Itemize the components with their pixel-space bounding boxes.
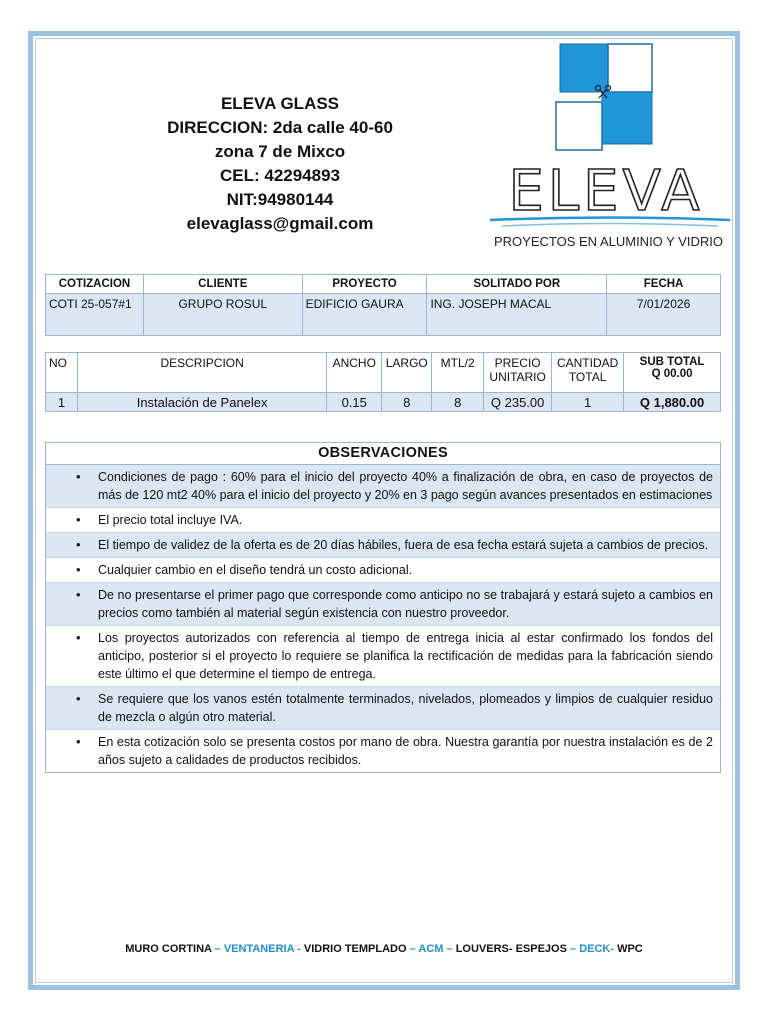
info-header-row: [46, 275, 721, 294]
items-header-row: [46, 353, 721, 393]
observacion-text: Condiciones de pago : 60% para el inicio del proyecto 40% a finalización de obra, en caso de proyectos de más de 120 mt2 40% para el inicio del proyecto y 20% en 3 pago según avances presentados en estimaciones: [98, 470, 713, 502]
company-address: DIRECCION: 2da calle 40-60: [167, 118, 393, 137]
footer-sep: –: [443, 943, 456, 955]
value-fecha: 7/01/2026: [607, 294, 721, 336]
row-descripcion: Instalación de Panelex: [77, 393, 326, 412]
col-largo: LARGO: [382, 353, 432, 393]
observacion-text: Se requiere que los vanos estén totalmente terminados, nivelados, plomeados y limpios de cualquier residuo de mezcla o algún otro material.: [98, 692, 713, 724]
bullet-icon: •: [76, 469, 81, 484]
table-row: [46, 393, 721, 412]
row-mtl2: 8: [432, 393, 484, 412]
value-solicitado-por: ING. JOSEPH MACAL: [427, 294, 607, 336]
bullet-icon: •: [76, 562, 81, 577]
eleva-logo: [490, 40, 730, 255]
logo-wordmark: ELEVA: [508, 159, 704, 224]
col-subtotal-line2: Q 00.00: [651, 368, 693, 380]
footer-sep: –: [566, 943, 580, 955]
logo-tagline: PROYECTOS EN ALUMINIO Y VIDRIO: [494, 234, 724, 249]
col-descripcion: DESCRIPCION: [77, 353, 326, 393]
col-subtotal-line1: SUB TOTAL: [639, 356, 705, 368]
company-nit: NIT:94980144: [226, 190, 334, 209]
bullet-icon: •: [76, 630, 81, 645]
observacion-text: El tiempo de validez de la oferta es de 20 días hábiles, fuera de esa fecha estará sujeta a cambios de precios.: [98, 538, 709, 552]
company-phone: CEL: 42294893: [219, 166, 341, 185]
observacion-text: Los proyectos autorizados con referencia al tiempo de entrega inicia al estar confirmado los fondos del anticipo, posterior si el proyecto lo requiere se planifica la rectificación de medidas para la fabricación siendo este último el que determine el tiempo de entrega.: [98, 631, 713, 681]
list-item: [46, 626, 720, 687]
row-subtotal: Q 1,880.00: [624, 393, 721, 412]
services-footer: [0, 943, 768, 955]
footer-deck: DECK-: [579, 943, 615, 955]
observaciones-title: OBSERVACIONES: [46, 443, 720, 465]
col-precio-unitario: [484, 353, 552, 393]
col-mtl2: MTL/2: [432, 353, 484, 393]
row-no: 1: [46, 393, 78, 412]
header-solicitado-por: SOLITADO POR: [427, 275, 607, 294]
row-largo: 8: [382, 393, 432, 412]
footer-sep: -: [294, 943, 304, 955]
observaciones-section: [45, 442, 721, 773]
company-name: ELEVA GLASS: [220, 94, 340, 113]
col-cantidad-line2: TOTAL: [568, 370, 607, 384]
observacion-text: Cualquier cambio en el diseño tendrá un costo adicional.: [98, 563, 413, 577]
value-proyecto: EDIFICIO GAURA: [302, 294, 427, 336]
observacion-text: En esta cotización solo se presenta costos por mano de obra. Nuestra garantía por nuestra instalación es de 2 años sujeto a calidades de productos recibidos.: [98, 735, 713, 767]
quote-info-table: [45, 274, 721, 336]
company-zone: zona 7 de Mixco: [214, 142, 346, 161]
list-item: [46, 558, 720, 583]
col-precio-line1: PRECIO: [494, 356, 541, 370]
footer-muro-cortina: MURO CORTINA: [125, 943, 212, 955]
col-precio-line2: UNITARIO: [489, 370, 546, 384]
bullet-icon: •: [76, 587, 81, 602]
footer-ventaneria: VENTANERIA: [223, 943, 295, 955]
bullet-icon: •: [76, 734, 81, 749]
col-ancho: ANCHO: [327, 353, 382, 393]
list-item: [46, 583, 720, 626]
col-sub-total: [624, 353, 721, 393]
bullet-icon: •: [76, 537, 81, 552]
col-no: NO: [46, 353, 78, 393]
footer-sep: –: [406, 943, 419, 955]
bullet-icon: •: [76, 512, 81, 527]
list-item: [46, 730, 720, 772]
info-value-row: [46, 294, 721, 336]
row-ancho: 0.15: [327, 393, 382, 412]
col-cantidad-line1: CANTIDAD: [556, 356, 619, 370]
footer-vidrio-templado: VIDRIO TEMPLADO: [303, 943, 407, 955]
items-table: [45, 352, 721, 412]
row-cantidad: 1: [552, 393, 624, 412]
observacion-text: El precio total incluye IVA.: [98, 513, 243, 527]
row-precio: Q 235.00: [484, 393, 552, 412]
footer-sep: –: [211, 943, 224, 955]
observacion-text: De no presentarse el primer pago que corresponde como anticipo no se trabajará y estará sujeto a cambios en precios como también al material según existencia con nuestro proveedor.: [98, 588, 713, 620]
header-fecha: FECHA: [607, 275, 721, 294]
header-cliente: CLIENTE: [143, 275, 302, 294]
col-cantidad-total: [552, 353, 624, 393]
footer-louvers-espejos: LOUVERS- ESPEJOS: [455, 943, 567, 955]
footer-acm: ACM: [418, 943, 444, 955]
header-proyecto: PROYECTO: [302, 275, 427, 294]
company-header: [140, 92, 420, 236]
list-item: [46, 508, 720, 533]
list-item: [46, 533, 720, 558]
list-item: [46, 687, 720, 730]
bullet-icon: •: [76, 691, 81, 706]
header-cotizacion: COTIZACION: [46, 275, 144, 294]
company-email: elevaglass@gmail.com: [186, 214, 374, 233]
value-cotizacion: COTI 25-057#1: [46, 294, 144, 336]
list-item: [46, 465, 720, 508]
footer-wpc: WPC: [614, 943, 643, 955]
value-cliente: GRUPO ROSUL: [143, 294, 302, 336]
